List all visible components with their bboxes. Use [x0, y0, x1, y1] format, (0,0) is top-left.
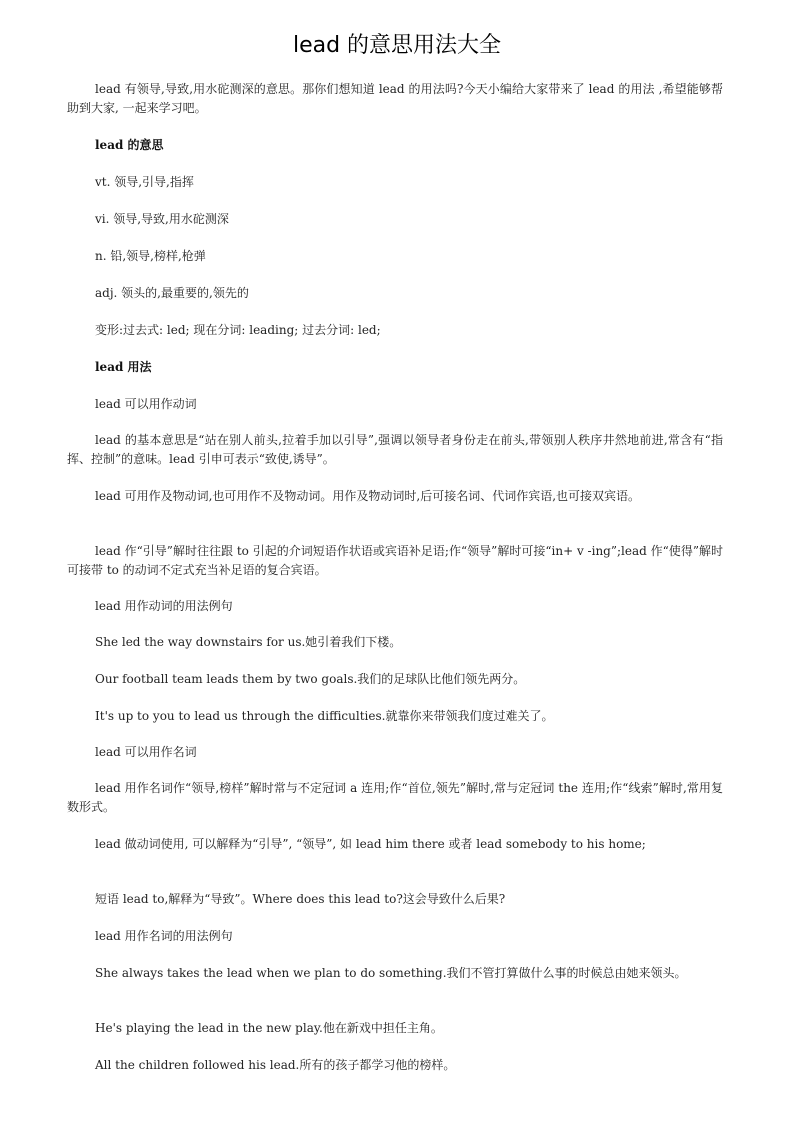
definition-vt: vt. 领导,引导,指挥 [95, 175, 194, 189]
inflection-line: 变形:过去式: led; 现在分词: leading; 过去分词: led; [95, 323, 381, 337]
example-sentence: All the children followed his lead.所有的孩子都学习他的榜样。 [95, 1058, 456, 1072]
verb-usage-note: lead 做动词使用, 可以解释为“引导”, “领导”, 如 lead him there 或者 lead somebody to his home; [95, 837, 646, 851]
example-sentence: She always takes the lead when we plan to do something.我们不管打算做什么事的时候总由她来领头。 [95, 966, 687, 980]
example-sentence: Our football team leads them by two goals.我们的足球队比他们领先两分。 [95, 672, 526, 686]
section-heading-usage: lead 用法 [95, 360, 152, 374]
verb-complements: lead 作“引导”解时往往跟 to 引起的介词短语作状语或宾语补足语;作“领导”解时可接“in+ v -ing”;lead 作“使得”解时可接带 to 的动词不定式充当补足语的复合宾语。 [67, 544, 723, 577]
noun-usage-note: lead 用作名词作“领导,榜样”解时常与不定冠词 a 连用;作“首位,领先”解时,常与定冠词 the 连用;作“线索”解时,常用复数形式。 [67, 781, 723, 814]
verb-basic-meaning: lead 的基本意思是“站在别人前头,拉着手加以引导”,强调以领导者身份走在前头,带领别人秩序井然地前进,常含有“指挥、控制”的意味。lead 引申可表示“致使,诱导”。 [67, 433, 723, 466]
intro-paragraph: lead 有领导,导致,用水砣测深的意思。那你们想知道 lead 的用法吗?今天小编给大家带来了 lead 的用法 ,希望能够帮助到大家, 一起来学习吧。 [67, 82, 723, 115]
page-title: lead 的意思用法大全 [292, 33, 502, 58]
definition-n: n. 铅,领导,榜样,枪弹 [95, 249, 206, 263]
example-sentence: It's up to you to lead us through the difficulties.就靠你来带领我们度过难关了。 [95, 709, 554, 723]
example-sentence: He's playing the lead in the new play.他在新戏中担任主角。 [95, 1021, 443, 1035]
phrase-lead-to: 短语 lead to,解释为“导致”。Where does this lead to?这会导致什么后果? [95, 892, 506, 906]
verb-transitivity: lead 可用作及物动词,也可用作不及物动词。用作及物动词时,后可接名词、代词作宾语,也可接双宾语。 [95, 489, 641, 503]
subheading-verb-examples: lead 用作动词的用法例句 [95, 599, 233, 613]
section-heading-meaning: lead 的意思 [95, 138, 164, 152]
definition-adj: adj. 领头的,最重要的,领先的 [95, 286, 249, 300]
subheading-noun-examples: lead 用作名词的用法例句 [95, 929, 233, 943]
example-sentence: She led the way downstairs for us.她引着我们下楼。 [95, 635, 402, 649]
subheading-noun: lead 可以用作名词 [95, 745, 197, 759]
definition-vi: vi. 领导,导致,用水砣测深 [95, 212, 229, 226]
subheading-verb: lead 可以用作动词 [95, 397, 197, 411]
